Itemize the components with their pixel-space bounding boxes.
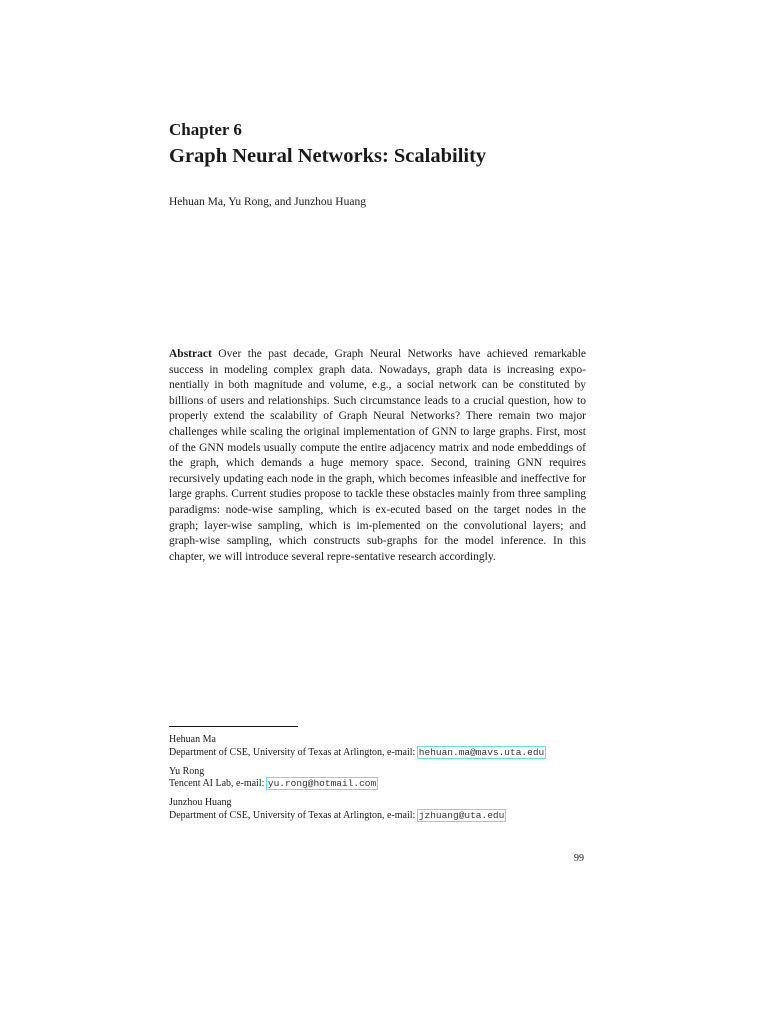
affiliation-dept: Department of CSE, University of Texas at Arlington, e-mail:	[169, 809, 418, 821]
affiliation-dept: Tencent AI Lab, e-mail:	[169, 778, 267, 790]
affiliation-rong	[169, 766, 589, 792]
affiliation-name: Yu Rong	[169, 765, 205, 777]
chapter-label: Chapter 6	[169, 120, 242, 139]
affiliation-line	[169, 778, 589, 791]
affiliations	[169, 734, 589, 829]
affiliation-ma	[169, 734, 589, 760]
affiliation-name: Hehuan Ma	[169, 734, 216, 745]
affiliation-dept: Department of CSE, University of Texas at Arlington, e-mail:	[169, 746, 418, 758]
affiliation-line	[169, 747, 589, 760]
abstract-text: Over the past decade, Graph Neural Networks have achieved remarkable success in modeling complex graph data. Nowadays, graph data is increasing expo-nentially in both magnitude and volume, e.g., a social network can be constituted by billions of users and relationships. Such circumstance leads to a crucial question, how to properly extend the scalability of Graph Neural Networks? There remain two major challenges while scaling the original implementation of GNN to large graphs. First, most of the GNN models usually compute the entire adjacency matrix and node embeddings of the graph, which demands a huge memory space. Second, training GNN requires recursively updating each node in the graph, which becomes infeasible and ineffective for large graphs. Current studies propose to tackle these obstacles mainly from three sampling paradigms: node-wise sampling, which is ex-ecuted based on the target nodes in the graph; layer-wise sampling, which is im-plemented on the convolutional layers; and graph-wise sampling, which constructs sub-graphs for the model inference. In this chapter, we will introduce several repre-sentative research accordingly.	[169, 348, 586, 563]
email-link-huang[interactable]: jzhuang@uta.edu	[418, 809, 505, 821]
abstract	[169, 347, 586, 565]
abstract-label: Abstract	[169, 348, 212, 360]
author-list: Hehuan Ma, Yu Rong, and Junzhou Huang	[169, 196, 366, 208]
email-link-ma[interactable]: hehuan.ma@mavs.uta.edu	[418, 746, 545, 758]
page-number: 99	[574, 853, 584, 864]
affiliation-huang	[169, 797, 589, 823]
affiliation-name: Junzhou Huang	[169, 797, 232, 809]
chapter-title: Graph Neural Networks: Scalability	[169, 145, 487, 167]
affiliation-line	[169, 810, 589, 823]
email-link-rong[interactable]: yu.rong@hotmail.com	[267, 778, 377, 790]
footnote-divider	[169, 726, 298, 727]
